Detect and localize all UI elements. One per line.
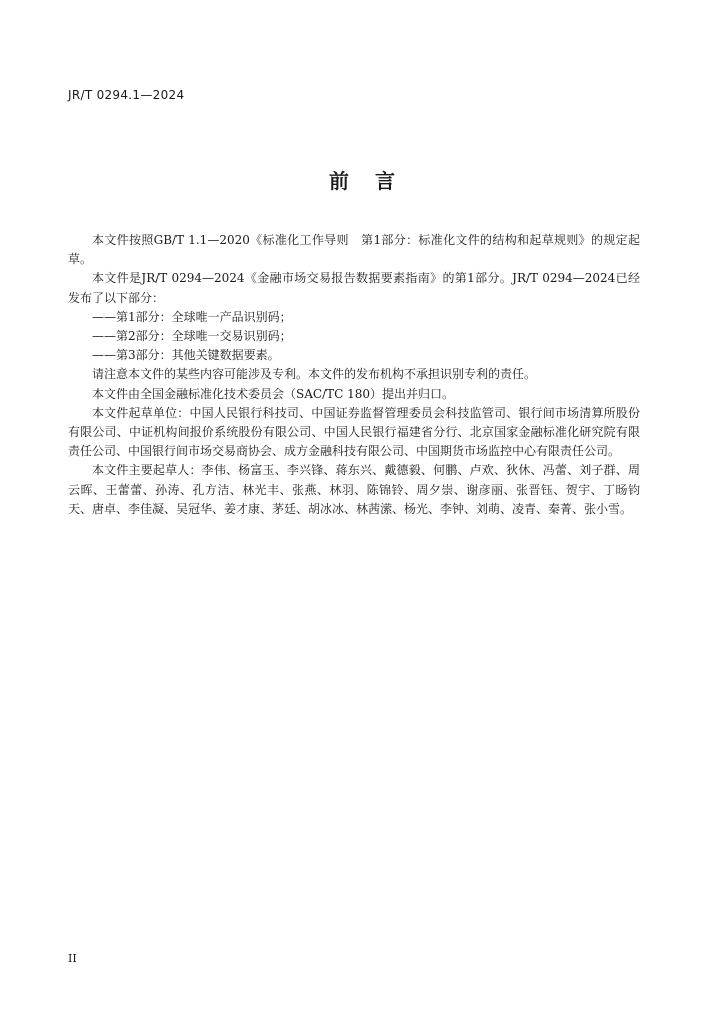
paragraph-drafting-units: 本文件起草单位：中国人民银行科技司、中国证券监督管理委员会科技监管司、银行间市场清算所股份有限公司、中证机构间报价系统股份有限公司、中国人民银行福建省分行、北京国家金融标准化研究院有限责任公司、中国银行间市场交易商协会、成方金融科技有限公司、中国期货市场监控中心有限责任公司。 (68, 405, 640, 459)
paragraph-series-intro: 本文件是JR/T 0294—2024《金融市场交易报告数据要素指南》的第1部分。JR/T 0294—2024已经发布了以下部分： (68, 271, 640, 305)
list-item-part-2: ——第2部分：全球唯一交易识别码； (92, 329, 292, 344)
list-item-part-3: ——第3部分：其他关键数据要素。 (92, 348, 280, 363)
paragraph-drafting-rules: 本文件按照GB/T 1.1—2020《标准化工作导则 第1部分：标准化文件的结构和起草规则》的规定起草。 (68, 233, 640, 267)
list-item-part-1: ——第1部分：全球唯一产品识别码； (92, 309, 292, 324)
paragraph-proposer: 本文件由全国金融标准化技术委员会（SAC/TC 180）提出并归口。 (92, 386, 455, 401)
document-number: JR/T 0294.1—2024 (68, 88, 185, 102)
paragraph-drafters: 本文件主要起草人：李伟、杨富玉、李兴锋、蒋东兴、戴德毅、何鹏、卢欢、狄休、冯蕾、刘子群、周云晖、王蕾蕾、孙涛、孔方洁、林光丰、张燕、林羽、陈锦铃、周夕崇、谢彦丽、张晋钰、贺宇、丁旸钧天、唐卓、李佳凝、吴冠华、姜才康、茅廷、胡冰冰、林茜潆、杨光、李钟、刘萌、凌青、秦菁、张小雪。 (68, 463, 640, 516)
page-number: II (68, 952, 77, 965)
foreword-body (68, 231, 640, 519)
page-title: 前言 (329, 169, 421, 193)
paragraph-patent-notice: 请注意本文件的某些内容可能涉及专利。本文件的发布机构不承担识别专利的责任。 (92, 367, 537, 382)
